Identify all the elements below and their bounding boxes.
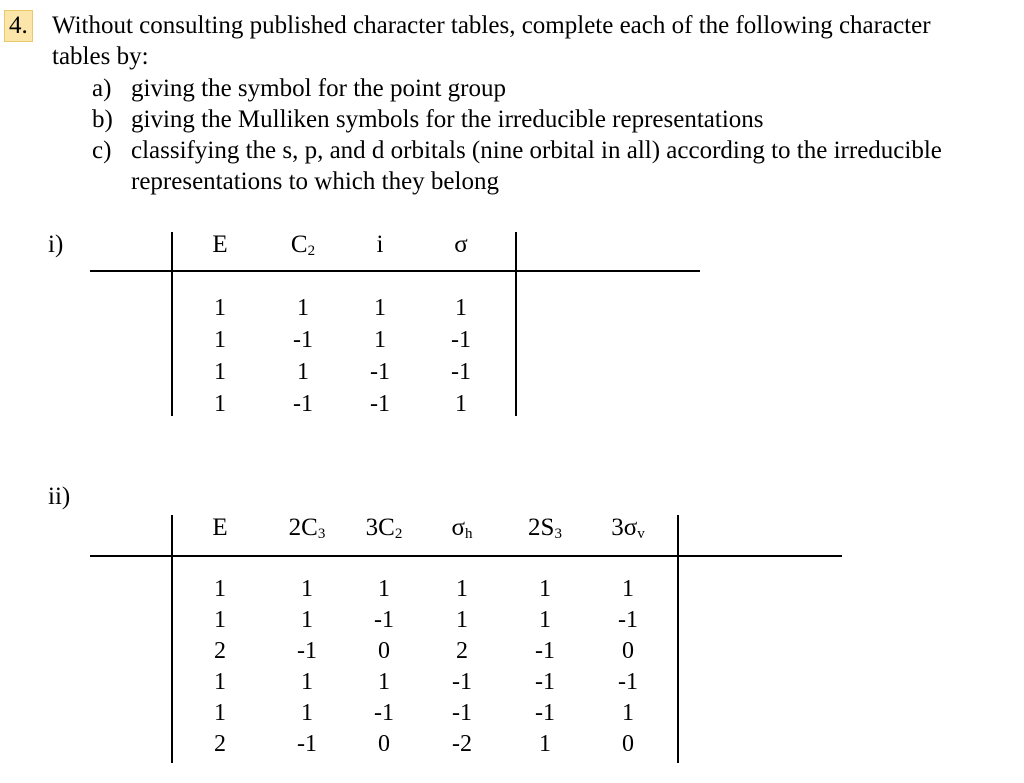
item-b-text: giving the Mulliken symbols for the irreducible representations [131,106,764,133]
table1-header-symbol: C [290,231,308,258]
table2-header-symbol: 3σ [611,514,638,541]
table2-cell: -2 [452,731,472,757]
table1-cell: 1 [297,295,309,321]
table2-cell: 1 [378,576,390,602]
table2-cell: -1 [374,700,394,726]
table1-cell: -1 [451,359,471,385]
table2-cell: 0 [622,638,634,664]
item-c-text: classifying the s, p, and d orbitals (nine orbital in all) according to the irreducible [131,137,942,164]
table2-cell: -1 [618,669,638,695]
table2-cell: -1 [297,638,317,664]
table2-cell: 1 [214,607,226,633]
table1-header-subscript: 2 [307,243,316,259]
table2-right-rule [677,515,679,763]
table1-header-3 [421,230,501,260]
table2-header-0 [180,513,260,543]
table2-header-1 [267,513,347,549]
table2-cell: 1 [301,576,313,602]
table2-cell: 0 [378,638,390,664]
table2-header-2 [344,513,424,549]
table1-header-rule [90,270,700,272]
table2-cell: 1 [301,607,313,633]
table2-header-subscript: 3 [317,526,326,542]
table2-left-rule [171,515,173,763]
table1-header-1 [263,230,343,266]
question-line-2: tables by: [52,43,149,70]
table2-cell: -1 [452,700,472,726]
table2-header-symbol: 2C [288,514,318,541]
table2-cell: 1 [539,576,551,602]
table1-cell: -1 [370,359,390,385]
table2-cell: 1 [214,669,226,695]
table2-header-subscript: v [637,526,645,542]
table2-cell: -1 [535,700,555,726]
table1-cell: -1 [451,327,471,353]
table2-header-rule [90,555,842,557]
table1-left-rule [171,232,173,416]
table2-header-symbol: 2S [528,514,555,541]
table2-cell: 0 [622,731,634,757]
table1-cell: 1 [455,391,467,417]
table1-cell: 1 [214,391,226,417]
table2-header-4 [505,513,585,549]
item-a-text: giving the symbol for the point group [131,75,506,102]
table1-header-symbol: σ [454,231,468,258]
item-c-continuation: representations to which they belong [131,168,499,195]
table2-cell: -1 [535,669,555,695]
table2-cell: 1 [301,700,313,726]
table2-header-symbol: 3C [365,514,395,541]
table2-header-3 [422,513,502,549]
table2-cell: 1 [622,576,634,602]
table2-header-symbol: σ [451,514,465,541]
table2-cell: 1 [214,700,226,726]
table2-cell: 1 [456,576,468,602]
table1-header-symbol: i [376,231,384,258]
table1-cell: 1 [374,295,386,321]
table1-header-2 [340,230,420,260]
table2-cell: -1 [618,607,638,633]
table2-label: ii) [48,483,71,510]
table1-cell: 1 [214,295,226,321]
table2-cell: -1 [452,669,472,695]
table1-cell: -1 [293,391,313,417]
table2-cell: -1 [374,607,394,633]
table2-cell: 1 [378,669,390,695]
question-number: 4. [4,10,33,42]
table1-header-0 [180,230,260,260]
table2-cell: 1 [214,576,226,602]
table2-cell: 1 [539,607,551,633]
table1-cell: 1 [374,327,386,353]
table2-cell: 1 [456,607,468,633]
table1-cell: -1 [370,391,390,417]
table2-header-symbol: E [212,514,228,541]
table1-label: i) [48,231,64,258]
table1-header-symbol: E [212,231,228,258]
table2-cell: 2 [214,638,226,664]
table2-cell: 0 [378,731,390,757]
table2-cell: 2 [214,731,226,757]
table2-cell: 1 [301,669,313,695]
table1-cell: 1 [214,327,226,353]
item-c-marker: c) [92,137,112,164]
table1-cell: -1 [293,327,313,353]
table2-header-subscript: 3 [554,526,562,542]
table2-cell: 2 [456,638,468,664]
item-b-marker: b) [92,106,113,133]
table1-right-rule [515,232,517,416]
table1-cell: 1 [214,359,226,385]
table2-cell: -1 [297,731,317,757]
table2-header-subscript: 2 [394,526,403,542]
table2-cell: 1 [622,700,634,726]
table1-cell: 1 [297,359,309,385]
item-a-marker: a) [92,75,112,102]
table2-header-subscript: h [464,526,473,542]
table2-cell: -1 [535,638,555,664]
table2-header-5 [588,513,668,549]
table2-cell: 1 [539,731,551,757]
question-line-1: Without consulting published character tables, complete each of the following character [52,12,931,39]
table1-cell: 1 [455,295,467,321]
